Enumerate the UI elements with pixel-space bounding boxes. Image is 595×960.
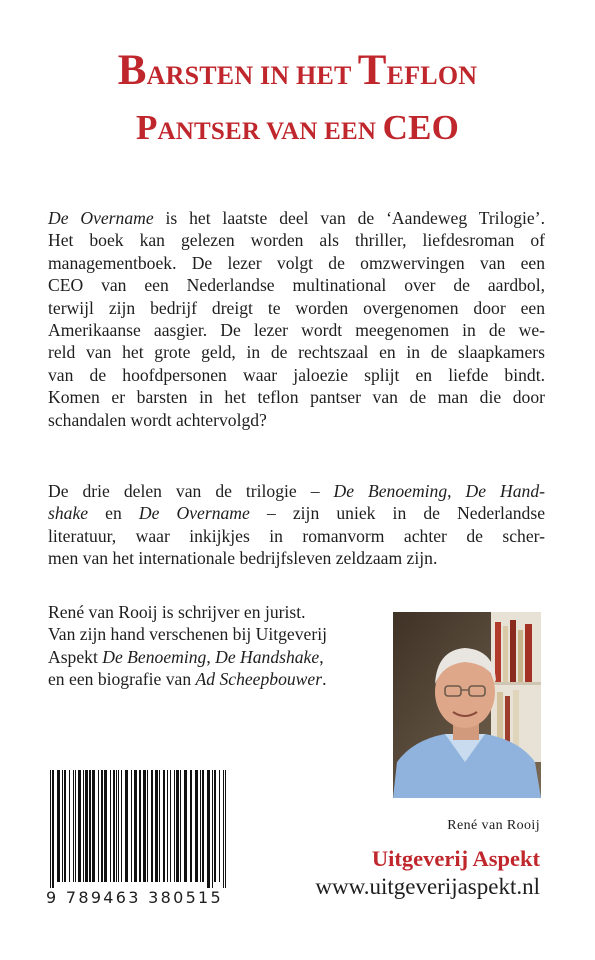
barcode-number: 9 789463 380515 <box>46 888 224 907</box>
barcode-bar <box>89 770 91 882</box>
text-line: literatuur, waar inkijkjes in romanvorm achter de scher- <box>48 525 545 546</box>
barcode-bar <box>195 770 198 882</box>
text-line: Aspekt De Benoeming, De Handshake, <box>48 646 324 667</box>
barcode-bar <box>139 770 141 882</box>
barcode-bar <box>184 770 187 882</box>
author-portrait-image <box>393 612 541 798</box>
barcode-bar <box>147 770 148 882</box>
barcode-bar <box>92 770 95 882</box>
author-bio <box>48 601 388 691</box>
barcode-bar <box>110 770 111 882</box>
text-line: schandalen wordt achtervolgd? <box>48 409 267 430</box>
barcode-bar <box>131 770 132 882</box>
barcode-bar <box>69 770 70 882</box>
barcode-bar <box>85 770 88 882</box>
barcode-bar <box>219 770 220 882</box>
barcode-bar <box>202 770 204 882</box>
barcode-bar <box>104 770 107 882</box>
barcode-bar <box>223 770 224 888</box>
barcode-bar <box>159 770 160 882</box>
publisher-name: Uitgeverij Aspekt <box>371 846 540 871</box>
text-line: managementboek. De lezer volgt de omzwervingen van een <box>48 252 545 273</box>
text-line: René van Rooij is schrijver en jurist. <box>48 602 306 622</box>
barcode-bar <box>118 770 119 882</box>
barcode-bar <box>125 770 128 882</box>
barcode-bar <box>52 770 54 888</box>
text-line: men van het internationale bedrijfsleven zeldzaam zijn. <box>48 548 438 569</box>
barcode-bar <box>190 770 192 882</box>
title-line-1: BARSTEN IN HET TEFLON <box>117 47 478 94</box>
barcode-bar <box>143 770 146 882</box>
isbn-barcode <box>48 770 230 888</box>
barcode-bar <box>83 770 84 882</box>
barcode-bar <box>180 770 181 882</box>
text-line: en een biografie van Ad Scheepbouwer. <box>48 669 327 690</box>
barcode-bar <box>57 770 60 882</box>
barcode-bar <box>75 770 76 882</box>
barcode-bar <box>73 770 74 882</box>
blurb-paragraph-2 <box>48 480 545 570</box>
text-line: Van zijn hand verschenen bij Uitgeverij <box>48 624 327 645</box>
barcode-bar <box>167 770 168 882</box>
barcode-bar <box>151 770 153 882</box>
text-line: De drie delen van de trilogie – De Benoeming, De Hand- <box>48 481 546 501</box>
text-line: van de hoofdpersonen waar jaloezie splijt en liefde bindt. <box>48 364 545 385</box>
blurb-paragraph-1 <box>48 207 545 431</box>
text-line: Amerikaanse aasgier. De lezer wordt meegenomen in de we- <box>48 320 545 341</box>
text-line: terwijl zijn bedrijf dreigt te worden overgenomen door een <box>48 297 545 318</box>
barcode-bar <box>174 770 175 882</box>
barcode-bar <box>200 770 201 882</box>
publisher-website: www.uitgeverijaspekt.nl <box>315 874 540 899</box>
text-line: Komen er barsten in het teflon pantser van de man die door <box>48 387 545 408</box>
barcode-bar <box>170 770 171 882</box>
text-line: Het boek kan gelezen worden als thriller, liefdesroman of <box>48 230 545 251</box>
text-line: CEO van een Nederlandse multinational over de aardbol, <box>48 275 545 296</box>
barcode-bar <box>225 770 226 888</box>
barcode-bar <box>78 770 81 882</box>
barcode-bar <box>207 770 210 888</box>
barcode-bar <box>64 770 66 882</box>
barcode-bar <box>121 770 122 882</box>
barcode-bar <box>116 770 117 882</box>
barcode-bar <box>163 770 165 882</box>
barcode-bar <box>101 770 103 882</box>
barcode-bar <box>214 770 216 882</box>
text-line: reld van het grote geld, in de rechtszaal en in de slaapkamers <box>48 342 545 363</box>
photo-caption: René van Rooij <box>447 818 540 833</box>
barcode-bar <box>212 770 213 888</box>
barcode-bar <box>155 770 158 882</box>
barcode-bar <box>98 770 99 882</box>
title-line-2: PANTSER VAN EEN CEO <box>135 108 460 147</box>
barcode-bar <box>176 770 179 882</box>
author-photo <box>393 612 541 798</box>
text-line: De Overname is het laatste deel van de ‘Aandeweg Trilogie’. <box>48 208 546 228</box>
text-line: shake en De Overname – zijn uniek in de Nederlandse <box>48 503 546 524</box>
barcode-bar <box>62 770 63 882</box>
barcode-bar <box>134 770 137 882</box>
barcode-bar <box>113 770 115 882</box>
barcode-bar <box>50 770 51 888</box>
barcode-bars <box>48 770 230 888</box>
